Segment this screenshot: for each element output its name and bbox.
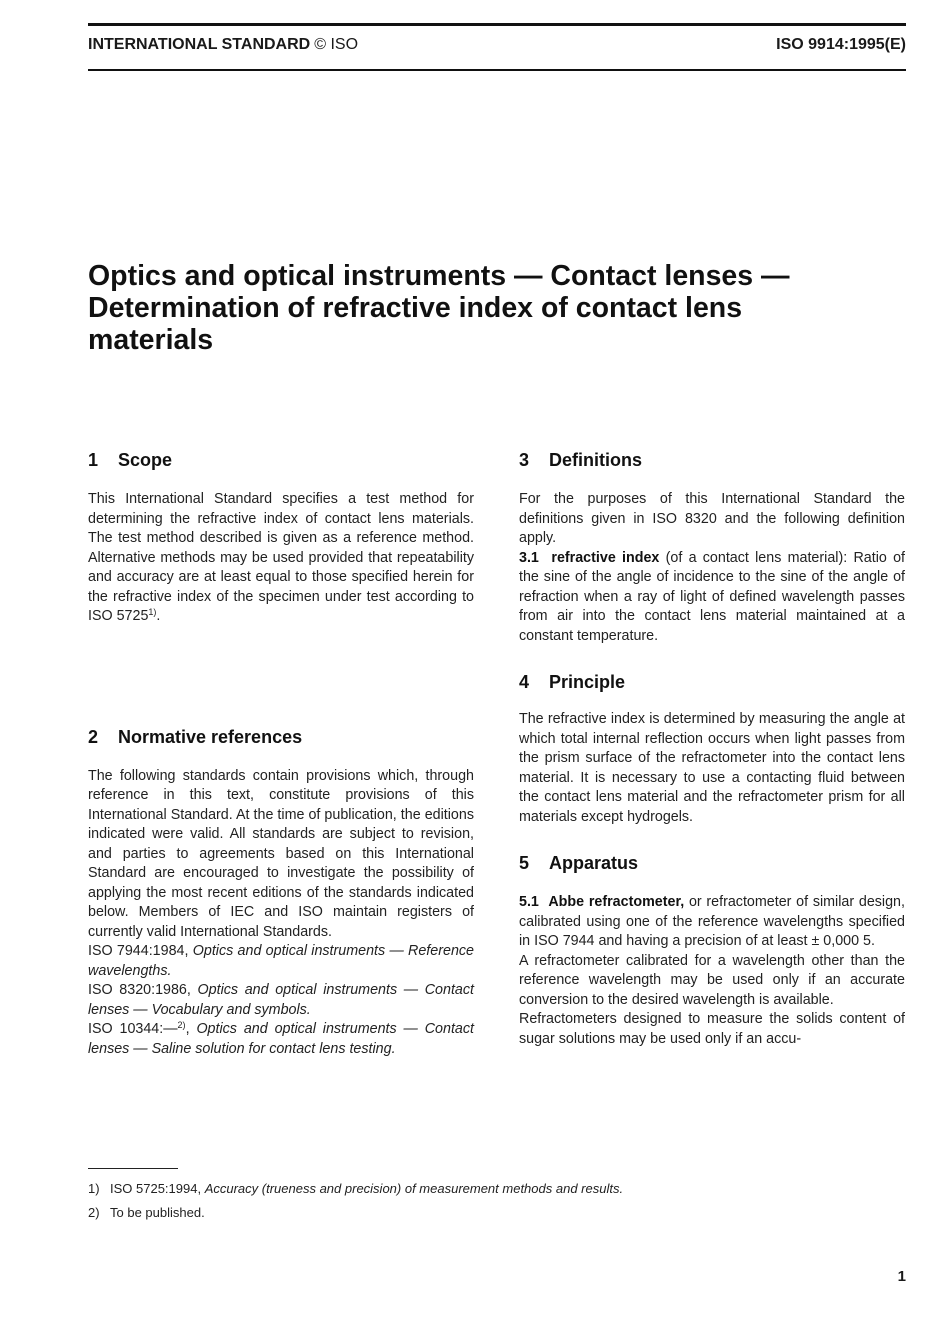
section-number: 3 bbox=[519, 450, 530, 470]
section-definitions bbox=[519, 448, 905, 646]
footnote-code: ISO 5725:1994, bbox=[110, 1181, 202, 1196]
reference-title: Optics and optical instruments — Contact lenses — Saline solution for contact lens testing. bbox=[88, 1021, 474, 1057]
footnote-2 bbox=[88, 1205, 205, 1221]
reference-title: Optics and optical instruments — Reference wavelengths. bbox=[88, 943, 474, 979]
defined-term: refractive index bbox=[551, 549, 660, 566]
reference-title: Optics and optical instruments — Contact lenses — Vocabulary and symbols. bbox=[88, 982, 474, 1018]
clause-number: 5.1 bbox=[519, 894, 539, 910]
definitions-paragraph: For the purposes of this International Standard the definitions given in ISO 8320 and the following definition apply. bbox=[519, 491, 905, 546]
section-principle bbox=[519, 670, 905, 827]
footnote-mark: 2) bbox=[88, 1205, 100, 1220]
footnote-separator bbox=[88, 1168, 178, 1169]
header-top-rule bbox=[88, 23, 906, 26]
definition-text: Ratio of the sine of the angle of incidence to the sine of the angle of refraction when a ray of light of defined wavelength passes from air into the contact lens material maintained at a constant temperature. bbox=[519, 549, 906, 644]
section-apparatus bbox=[519, 851, 905, 1049]
footnote-ref: 1) bbox=[148, 607, 157, 617]
section-title: Apparatus bbox=[549, 853, 639, 873]
apparatus-item bbox=[519, 893, 905, 952]
normative-paragraph: The following standards contain provisions which, through reference in this text, constitute provisions of this International Standard. At the time of publication, the editions indicated were valid. All standards are subject to revision, and parties to agreements based on this International Standard are encouraged to investigate the possibility of applying the most recent editions of the standards indicated below. Members of IEC and ISO maintain registers of currently valid International Standards. bbox=[88, 767, 474, 940]
standard-number: ISO 9914:1995(E) bbox=[776, 36, 906, 53]
footnote-mark: 1) bbox=[88, 1181, 100, 1196]
footnote-ref: 2) bbox=[177, 1020, 186, 1030]
right-column bbox=[519, 448, 905, 1049]
section-heading bbox=[519, 851, 905, 875]
section-number: 2 bbox=[88, 726, 99, 747]
reference-code: ISO 10344:— bbox=[88, 1021, 178, 1037]
section-number: 1 bbox=[88, 450, 99, 470]
title-line-1: Optics and optical instruments — Contact lenses — bbox=[88, 260, 790, 292]
section-number: 4 bbox=[519, 672, 530, 692]
left-column bbox=[88, 448, 474, 1059]
section-title: Definitions bbox=[549, 450, 642, 470]
footnote-title: Accuracy (trueness and precision) of measurement methods and results. bbox=[204, 1181, 624, 1196]
apparatus-paragraph: A refractometer calibrated for a wavelength other than the reference wavelength may be used only if an accurate conversion to the desired wavelength is available. bbox=[519, 952, 905, 1008]
section-number: 5 bbox=[519, 853, 530, 873]
apparatus-paragraph: Refractometers designed to measure the solids content of sugar solutions may be used only if an accu- bbox=[519, 1011, 905, 1047]
scope-paragraph bbox=[88, 490, 474, 627]
section-normative-references bbox=[88, 725, 474, 1060]
section-title: Scope bbox=[118, 450, 173, 470]
section-title: Principle bbox=[549, 672, 626, 692]
section-title: Normative references bbox=[118, 726, 303, 747]
title-line-2: Determination of refractive index of contact lens bbox=[88, 292, 743, 324]
apparatus-text: or refractometer of similar design, calibrated using one of the reference wavelengths specified in ISO 7944 and having a precision of at least ± 0,000 5. bbox=[519, 894, 905, 949]
section-heading bbox=[519, 448, 905, 472]
reference-item bbox=[88, 942, 474, 981]
header-left bbox=[88, 36, 358, 54]
page-number: 1 bbox=[897, 1268, 906, 1285]
document-title bbox=[88, 260, 848, 356]
reference-item bbox=[88, 1020, 474, 1059]
section-heading bbox=[88, 725, 474, 749]
reference-item bbox=[88, 981, 474, 1020]
apparatus-term: Abbe refractometer, bbox=[548, 894, 685, 910]
reference-code-end: , bbox=[185, 1021, 190, 1037]
reference-code: ISO 8320:1986, bbox=[88, 982, 191, 998]
clause-number: 3.1 bbox=[519, 549, 539, 566]
section-scope bbox=[88, 448, 474, 627]
title-line-3: materials bbox=[88, 324, 214, 356]
footnote-text: To be published. bbox=[110, 1205, 205, 1220]
term-qualifier: (of a contact lens material): bbox=[665, 549, 848, 566]
running-header bbox=[88, 36, 906, 60]
section-heading bbox=[88, 448, 474, 472]
header-bottom-rule bbox=[88, 69, 906, 71]
footnote-1 bbox=[88, 1181, 623, 1197]
scope-text-end: . bbox=[156, 608, 161, 624]
standard-label: INTERNATIONAL STANDARD bbox=[88, 36, 311, 53]
copyright-label: © ISO bbox=[314, 36, 359, 53]
definition-item bbox=[519, 549, 905, 647]
principle-paragraph: The refractive index is determined by measuring the angle at which total internal reflection occurs when light passes from the prism surface of the refractometer into the contact lens material. It is necessary to use a contacting fluid between the contact lens material and the refractometer prism for all materials except hydrogels. bbox=[519, 711, 905, 825]
scope-text: This International Standard specifies a test method for determining the refractive index of contact lens materials. The test method described is given as a reference method. Alternative methods may be used provided that repeatability and accuracy are at least equal to those specified herein for the refractive index of the specimen under test according to ISO 5725 bbox=[88, 491, 474, 624]
section-heading bbox=[519, 670, 905, 694]
reference-code: ISO 7944:1984, bbox=[88, 943, 189, 959]
